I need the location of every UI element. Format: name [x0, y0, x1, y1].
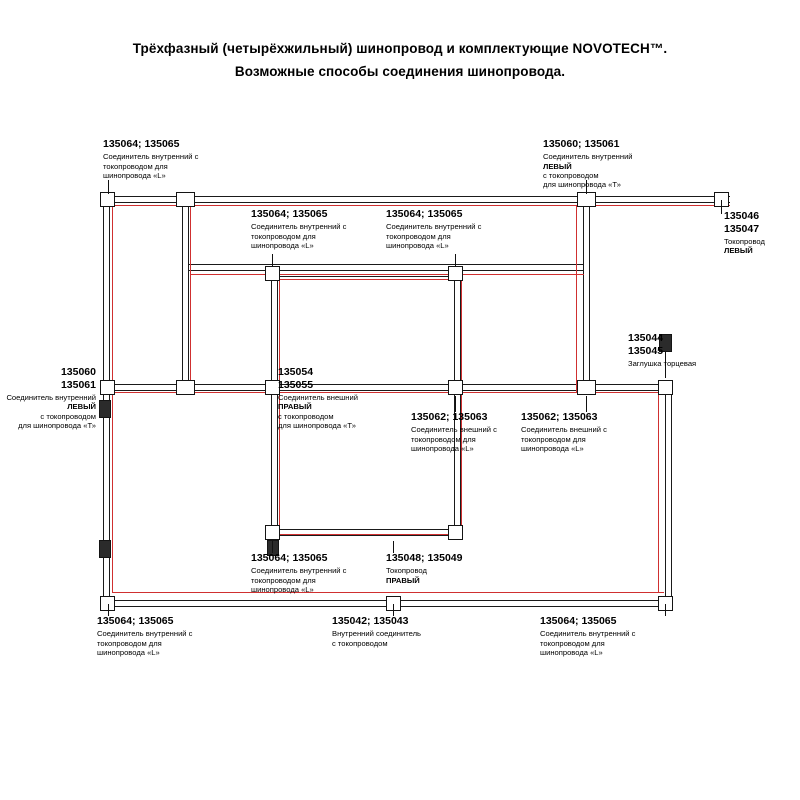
callout-135064-inner-bottom: [251, 552, 346, 594]
callout-code: 135047: [724, 222, 760, 235]
conductor-wire: [279, 279, 455, 280]
page-title-line-1: Трёхфазный (четырёхжильный) шинопровод и комплектующие NOVOTECH™.: [132, 41, 668, 56]
callout-desc: Соединитель внутренний с токопроводом для шинопровода «L»: [386, 222, 482, 250]
conductor-wire: [112, 205, 113, 593]
busbar-rail-v-left-mid: [182, 264, 189, 391]
callout-desc: Соединитель внутренний ЛЕВЫЙ с токопроводом для шинопровода «Т»: [543, 152, 633, 190]
callout-135062-right: [521, 411, 607, 453]
conductor-wire: [576, 205, 577, 275]
page-title-line-2: Возможные способы соединения шинопровода.: [234, 64, 566, 79]
callout-desc: Соединитель внутренний ЛЕВЫЙ с токопроводом для шинопровода «Т»: [6, 393, 96, 430]
connector-node-right-branch-top: [577, 192, 596, 207]
connector-node-mid-inner-right: [448, 380, 463, 395]
callout-desc: Соединитель внешний ПРАВЫЙ с токопроводом для шинопровода «Т»: [278, 393, 358, 430]
connector-node-inner-top-right: [448, 266, 463, 281]
conductor-wire: [112, 592, 664, 593]
connector-node-top-left-corner: [100, 192, 115, 207]
callout-135060-left: [0, 366, 96, 430]
connector-node-mid-left-edge: [100, 380, 115, 395]
callout-code: 135055: [278, 378, 314, 391]
busbar-rail-v-right-mid: [583, 264, 590, 391]
leader-line: [586, 396, 587, 412]
callout-135048: [386, 552, 463, 585]
leader-line: [108, 180, 109, 194]
callout-desc: Токопровод ПРАВЫЙ: [386, 566, 427, 585]
busbar-rail-outer-top: [103, 196, 730, 203]
callout-135064-top-left: [103, 138, 198, 180]
busbar-rail-right-drop: [583, 196, 590, 271]
callout-code: 135064; 135065: [386, 208, 463, 220]
callout-code: 135064; 135065: [251, 208, 328, 220]
callout-135064-bottom-left: [97, 615, 192, 657]
callout-code: 135046: [724, 210, 760, 222]
callout-135044: [628, 332, 696, 368]
leader-line: [721, 200, 722, 214]
callout-code: 135064; 135065: [103, 138, 180, 150]
callout-desc: Заглушка торцевая: [628, 359, 697, 369]
callout-135062-left: [411, 411, 497, 453]
conductor-wire: [112, 205, 730, 206]
callout-code: 135062; 135063: [411, 411, 488, 423]
busbar-rail-innerbox-left: [271, 270, 278, 536]
conductor-wire: [279, 534, 455, 535]
callout-desc: Соединитель внутренний с токопроводом для шинопровода «L»: [103, 152, 199, 180]
busbar-rail-innerbox-right: [454, 270, 461, 392]
callout-desc: Соединитель внешний с токопроводом для шинопровода «L»: [411, 425, 497, 453]
callout-desc: Соединитель внутренний с токопроводом для шинопровода «L»: [97, 629, 193, 657]
callout-code: 135044: [628, 332, 664, 344]
callout-desc: Соединитель внутренний с токопроводом для шинопровода «L»: [540, 629, 636, 657]
connector-node-inner-bottom-right: [448, 525, 463, 540]
conductor-wire: [461, 279, 462, 391]
leader-line: [272, 254, 273, 267]
callout-code: 135064; 135065: [251, 552, 328, 564]
callout-desc: Соединитель внутренний с токопроводом для шинопровода «L»: [251, 566, 347, 594]
connector-node-left-branch-top: [176, 192, 195, 207]
callout-135064-mid-right: [386, 208, 481, 250]
conductor-wire: [190, 274, 584, 275]
connector-node-inner-top-left: [265, 266, 280, 281]
callout-code: 135054: [278, 366, 314, 378]
callout-135060-top-right: [543, 138, 633, 189]
connector-node-mid-right-edge: [658, 380, 673, 395]
connector-node-inner-bottom-left: [265, 525, 280, 540]
connector-node-mid-right-junction: [577, 380, 596, 395]
busbar-segment-left-upper: [99, 400, 111, 418]
leader-line: [455, 254, 456, 267]
callout-135054: [278, 366, 358, 430]
busbar-segment-left-mid: [99, 540, 111, 558]
callout-code: 135042; 135043: [332, 615, 409, 627]
callout-code: 135048; 135049: [386, 552, 463, 564]
callout-desc: Внутренний соединитель с токопроводом: [332, 629, 421, 648]
callout-code: 135061: [60, 378, 96, 391]
callout-code: 135064; 135065: [97, 615, 174, 627]
busbar-rail-outer-right: [665, 384, 672, 607]
callout-code: 135064; 135065: [540, 615, 617, 627]
conductor-wire: [658, 392, 659, 593]
leader-line: [665, 604, 666, 616]
leader-line: [455, 396, 456, 412]
callout-desc: Токопровод ЛЕВЫЙ: [724, 237, 765, 256]
conductor-wire: [190, 205, 191, 275]
callout-135064-mid-left: [251, 208, 346, 250]
callout-code: 135062; 135063: [521, 411, 598, 423]
callout-code: 135060; 135061: [543, 138, 620, 150]
conductor-wire: [190, 274, 191, 393]
busbar-rail-left-drop: [182, 196, 189, 271]
callout-code: 135060: [60, 366, 96, 378]
callout-code: 135045: [628, 344, 664, 357]
callout-desc: Соединитель внутренний с токопроводом для шинопровода «L»: [251, 222, 347, 250]
connector-node-mid-left-junction: [176, 380, 195, 395]
callout-135042: [332, 615, 421, 648]
callout-135046: [724, 210, 765, 256]
callout-desc: Соединитель внешний с токопроводом для шинопровода «L»: [521, 425, 607, 453]
conductor-wire: [576, 274, 577, 393]
callout-135064-bottom-right: [540, 615, 635, 657]
